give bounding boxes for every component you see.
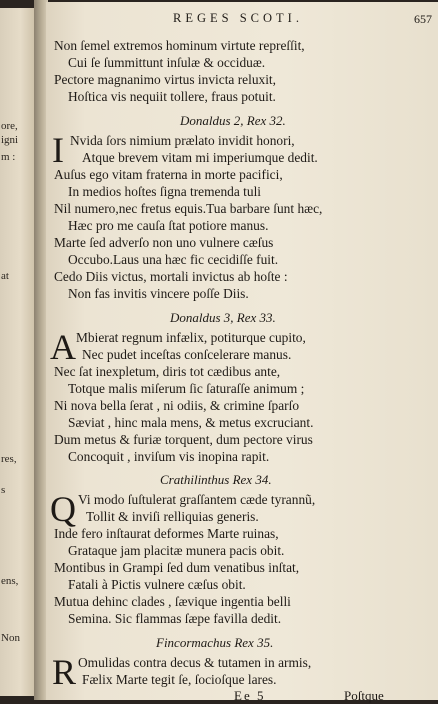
page-number: 657	[414, 12, 432, 26]
verse-line: Nec pudet inceſtas conſcelerare manus.	[82, 347, 292, 362]
verse-line: Non ſemel extremos hominum virtute repreſſit,	[54, 38, 305, 53]
verse-line: In medios hoſtes ſigna tremenda tuli	[68, 184, 262, 199]
verse-line: Cedo Diis victus, mortali invictus ab hoſte :	[54, 269, 288, 284]
verse-line: Sæviat , hinc mala mens, & metus excruciant.	[68, 415, 314, 430]
verse-line: Marte ſed adverſo non uno vulnere cæſus	[54, 235, 274, 250]
left-fragment: res,	[1, 453, 17, 465]
verse-line: Ni nova bella ſerat , ni odiis, & crimine ſparſo	[54, 398, 300, 413]
verse-line: Auſus ego vitam fraterna in morte pacifici,	[54, 167, 283, 182]
verse-line: Nil numero,nec fretus equis.Tua barbare ſunt hæc,	[54, 201, 323, 216]
section-heading: Crathilinthus Rex 34.	[160, 472, 272, 487]
left-fragment: at	[1, 270, 9, 282]
verse-line: Grataque jam placitæ munera pacis obit.	[68, 543, 285, 558]
section-heading: Fincormachus Rex 35.	[156, 635, 274, 650]
left-fragment: Non	[1, 632, 20, 644]
verse-line: Occubo.Laus una hæc fic cecidiſſe fuit.	[68, 252, 279, 267]
left-fragment: ore,	[1, 120, 18, 132]
verse-line: Pectore magnanimo virtus invicta reluxit,	[54, 72, 277, 87]
verse-line: Montibus in Grampi ſed dum venatibus inſtat,	[54, 560, 300, 575]
verse-line: Nec ſat inexpletum, diris tot cædibus ante,	[54, 364, 281, 379]
verse-line: Atque brevem vitam mi imperiumque dedit.	[82, 150, 318, 165]
left-fragment: s	[1, 484, 6, 496]
verse-line: Vi modo ſuſtulerat graſſantem cæde tyrannũ,	[78, 492, 316, 507]
verse-line: Hæc pro me cauſa ſtat potiore manus.	[68, 218, 269, 233]
verse-line: Inde fero inſtaurat deformes Marte ruinas,	[54, 526, 279, 541]
left-page-margin	[0, 8, 35, 696]
drop-cap: Q	[50, 489, 76, 529]
verse-line: Concoquit , inviſum vis inopina rapit.	[68, 449, 270, 464]
running-title: REGES SCOTI.	[173, 11, 303, 25]
section-heading: Donaldus 2, Rex 32.	[180, 113, 286, 128]
verse-line: Fatali à Pictis vulnere cæſus obit.	[68, 577, 246, 592]
verse-line: Totque malis miſerum ſic ſaturaſſe animum ;	[68, 381, 305, 396]
drop-cap: I	[52, 130, 64, 170]
section-heading: Donaldus 3, Rex 33.	[170, 310, 276, 325]
verse-line: Mutua dehinc clades , ſævique ingentia belli	[54, 594, 291, 609]
drop-cap: R	[52, 652, 77, 692]
verse-line: Semina. Sic flammas ſæpe favilla dedit.	[68, 611, 282, 626]
book-page	[46, 2, 438, 703]
left-fragment: igni	[1, 134, 19, 146]
left-fragment: m :	[1, 151, 16, 163]
verse-line: Hoſtica vis nequiit tollere, fraus potuit.	[68, 89, 276, 104]
verse-line: Omulidas contra decus & tutamen in armis,	[78, 655, 312, 670]
verse-line: Tollit & inviſi relliquias generis.	[86, 509, 259, 524]
verse-line: Dum metus & furiæ torquent, dum pectore virus	[54, 432, 313, 447]
left-fragment: ens,	[1, 575, 19, 587]
verse-line: Nvida ſors nimium prælato invidit honori,	[70, 133, 295, 148]
drop-cap: A	[50, 327, 76, 367]
verse-line: Cui ſe ſummittunt inſulæ & occiduæ.	[68, 55, 266, 70]
catchword: Poſtque	[344, 688, 384, 703]
verse-line: Fælix Marte tegit ſe, ſocioſque lares.	[82, 672, 277, 687]
signature-mark: Ee 5	[234, 688, 266, 703]
verse-line: Non fas invitis vincere poſſe Diis.	[68, 286, 249, 301]
verse-line: Mbierat regnum infælix, potiturque cupito,	[76, 330, 306, 345]
